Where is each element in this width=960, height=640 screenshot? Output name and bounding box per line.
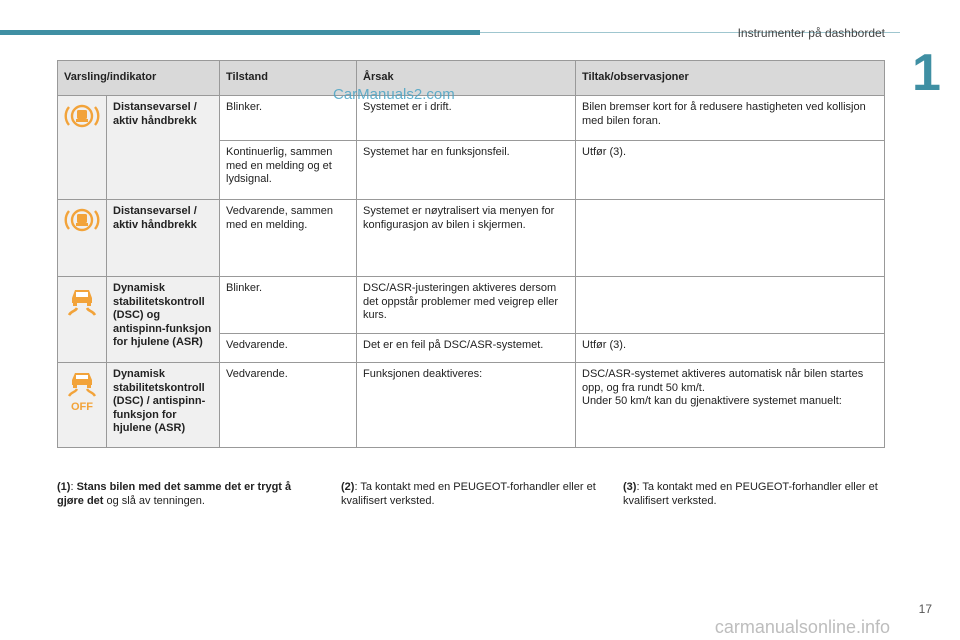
top-accent-bar	[0, 30, 480, 35]
footnote-text: : Ta kontakt med en PEUGEOT-forhandler eller et kvalifisert verksted.	[341, 481, 596, 507]
state-cell: Vedvarende, sammen med en melding.	[220, 200, 357, 277]
action-cell: DSC/ASR-systemet aktiveres automatisk når bilen startes opp, og fra rundt 50 km/t. Under 50 km/t kan du gjenaktivere systemet manuelt:	[576, 363, 885, 448]
column-header: Tiltak/observasjoner	[576, 61, 885, 96]
action-cell	[576, 277, 885, 334]
table-row	[58, 200, 885, 277]
cause-cell: DSC/ASR-justeringen aktiveres dersom det oppstår problemer med veigrep eller kurs.	[357, 277, 576, 334]
cause-cell: Systemet har en funksjonsfeil.	[357, 141, 576, 200]
cause-cell: Funksjonen deaktiveres:	[357, 363, 576, 448]
footnote-number: (3)	[623, 481, 637, 493]
table-row	[58, 277, 885, 334]
icon-cell	[58, 200, 107, 277]
footnote-text: og slå av tenningen.	[103, 494, 205, 507]
brake-warning-icon	[64, 101, 100, 131]
page-number: 17	[918, 602, 932, 616]
cause-cell: Systemet er nøytralisert via menyen for konfigurasjon av bilen i skjermen.	[357, 200, 576, 277]
footnote-number: (1)	[57, 481, 71, 493]
icon-cell	[58, 363, 107, 448]
state-cell: Blinker.	[220, 96, 357, 141]
column-header: Årsak	[357, 61, 576, 96]
action-cell: Utfør (3).	[576, 141, 885, 200]
cause-cell: Systemet er i drift.	[357, 96, 576, 141]
footnote-bold-text: Stans bilen med det samme det er trygt å gjøre det	[57, 481, 292, 507]
stability-control-icon	[64, 282, 100, 318]
indicator-name: Distansevarsel / aktiv håndbrekk	[107, 96, 220, 200]
icon-cell	[58, 96, 107, 200]
footnote-number: (2)	[341, 481, 355, 493]
warning-table	[57, 60, 885, 448]
indicator-name: Distansevarsel / aktiv håndbrekk	[107, 200, 220, 277]
footnote-3	[623, 481, 883, 508]
action-cell: Bilen bremser kort for å redusere hastigheten ved kollisjon med bilen foran.	[576, 96, 885, 141]
section-title: Instrumenter på dashbordet	[737, 26, 885, 40]
footnote-2	[341, 481, 601, 508]
brake-warning-icon	[64, 205, 100, 235]
table-row	[58, 363, 885, 448]
action-cell: Utfør (3).	[576, 334, 885, 363]
footnote-1: (1): Stans bilen med det samme det er trygt å gjøre det og slå av tenningen.	[57, 481, 292, 507]
action-cell	[576, 200, 885, 277]
indicator-name: Dynamisk stabilitetskontroll (DSC) og antispinn-funksjon for hjulene (ASR)	[107, 277, 220, 363]
state-cell: Blinker.	[220, 277, 357, 334]
indicator-name: Dynamisk stabilitetskontroll (DSC) / antispinn-funksjon for hjulene (ASR)	[107, 363, 220, 448]
icon-cell	[58, 277, 107, 363]
table-row	[58, 96, 885, 141]
state-cell: Vedvarende.	[220, 334, 357, 363]
watermark-bottom: carmanualsonline.info	[714, 617, 890, 637]
chapter-number: 1	[912, 44, 941, 102]
column-header: Varsling/indikator	[58, 61, 220, 96]
state-cell: Vedvarende.	[220, 363, 357, 448]
column-header: Tilstand	[220, 61, 357, 96]
footnote-text: : Ta kontakt med en PEUGEOT-forhandler eller et kvalifisert verksted.	[623, 481, 878, 507]
stability-control-off-icon	[64, 368, 100, 412]
off-label: OFF	[71, 401, 93, 412]
cause-cell: Det er en feil på DSC/ASR-systemet.	[357, 334, 576, 363]
state-cell: Kontinuerlig, sammen med en melding og et lydsignal.	[220, 141, 357, 200]
table-header-row	[58, 61, 885, 96]
watermark-top: CarManuals2.com	[333, 86, 455, 103]
